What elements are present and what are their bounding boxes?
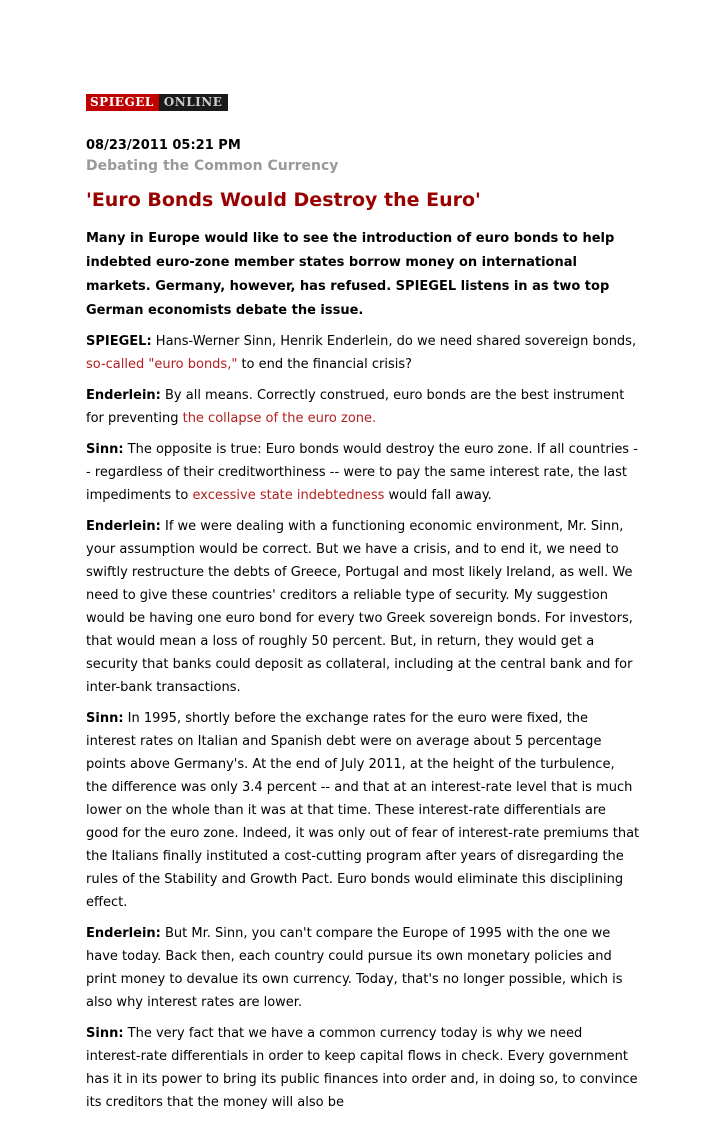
logo-online-text: ONLINE <box>159 94 229 111</box>
paragraph-text: The very fact that we have a common currency today is why we need interest-rate differentials in order to keep capital flows in check. Every government has it in its power to bring its public finances into order and, in doing so, to convince its creditors that the money will also be <box>86 1026 638 1110</box>
article-kicker: Debating the Common Currency <box>86 158 339 174</box>
article-paragraph <box>86 1022 640 1114</box>
speaker-name: Sinn: <box>86 711 124 726</box>
article-link[interactable]: the collapse of the euro zone. <box>182 411 377 426</box>
speaker-name: SPIEGEL: <box>86 334 152 349</box>
article-body <box>86 330 640 1114</box>
article-link[interactable]: excessive state indebtedness <box>192 488 385 503</box>
speaker-name: Enderlein: <box>86 926 161 941</box>
article-paragraph <box>86 707 640 914</box>
speaker-name: Sinn: <box>86 1026 124 1041</box>
paragraph-text: would fall away. <box>384 488 492 503</box>
article-content <box>86 91 640 1122</box>
article-paragraph <box>86 438 640 507</box>
article-paragraph <box>86 384 640 430</box>
article-intro: Many in Europe would like to see the introduction of euro bonds to help indebted euro-zone member states borrow money on international markets. Germany, however, has refused. SPIEGEL listens in as two top German economists debate the issue. <box>86 231 615 318</box>
spiegel-online-logo <box>86 94 228 111</box>
paragraph-text: In 1995, shortly before the exchange rates for the euro were fixed, the interest rates on Italian and Spanish debt were on average about 5 percentage points above Germany's. At the end of July 2011, at the height of the turbulence, the difference was only 3.4 percent -- and that at an interest-rate level that is much lower on the whole than it was at that time. These interest-rate differentials are good for the euro zone. Indeed, it was only out of fear of interest-rate premiums that the Italians finally instituted a cost-cutting program after years of disregarding the rules of the Stability and Growth Pact. Euro bonds would eliminate this disciplining effect. <box>86 711 640 910</box>
paragraph-text: By all means. Correctly construed, euro bonds are the best instrument for preventing <box>86 388 625 426</box>
paragraph-text: The opposite is true: Euro bonds would destroy the euro zone. If all countries -- regardless of their creditworthiness -- were to pay the same interest rate, the last impediments to <box>86 442 638 503</box>
paragraph-text: If we were dealing with a functioning economic environment, Mr. Sinn, your assumption would be correct. But we have a crisis, and to end it, we need to swiftly restructure the debts of Greece, Portugal and most likely Ireland, as well. We need to give these countries' creditors a reliable type of security. My suggestion would be having one euro bond for every two Greek sovereign bonds. For investors, that would mean a loss of roughly 50 percent. But, in return, they would get a security that banks could deposit as collateral, including at the central bank and for inter-bank transactions. <box>86 519 633 695</box>
paragraph-text: to end the financial crisis? <box>237 357 412 372</box>
article-date: 08/23/2011 05:21 PM <box>86 138 241 153</box>
article-link[interactable]: so-called "euro bonds," <box>86 357 238 372</box>
logo-spiegel-text: SPIEGEL <box>86 94 159 111</box>
speaker-name: Enderlein: <box>86 519 161 534</box>
speaker-name: Enderlein: <box>86 388 161 403</box>
article-headline: 'Euro Bonds Would Destroy the Euro' <box>86 189 481 211</box>
article-paragraph <box>86 515 640 699</box>
article-paragraph <box>86 922 640 1014</box>
paragraph-text: Hans-Werner Sinn, Henrik Enderlein, do we need shared sovereign bonds, <box>151 334 637 349</box>
article-paragraph <box>86 330 640 376</box>
speaker-name: Sinn: <box>86 442 124 457</box>
paragraph-text: But Mr. Sinn, you can't compare the Europe of 1995 with the one we have today. Back then, each country could pursue its own monetary policies and print money to devalue its own currency. Today, that's no longer possible, which is also why interest rates are lower. <box>86 926 623 1010</box>
